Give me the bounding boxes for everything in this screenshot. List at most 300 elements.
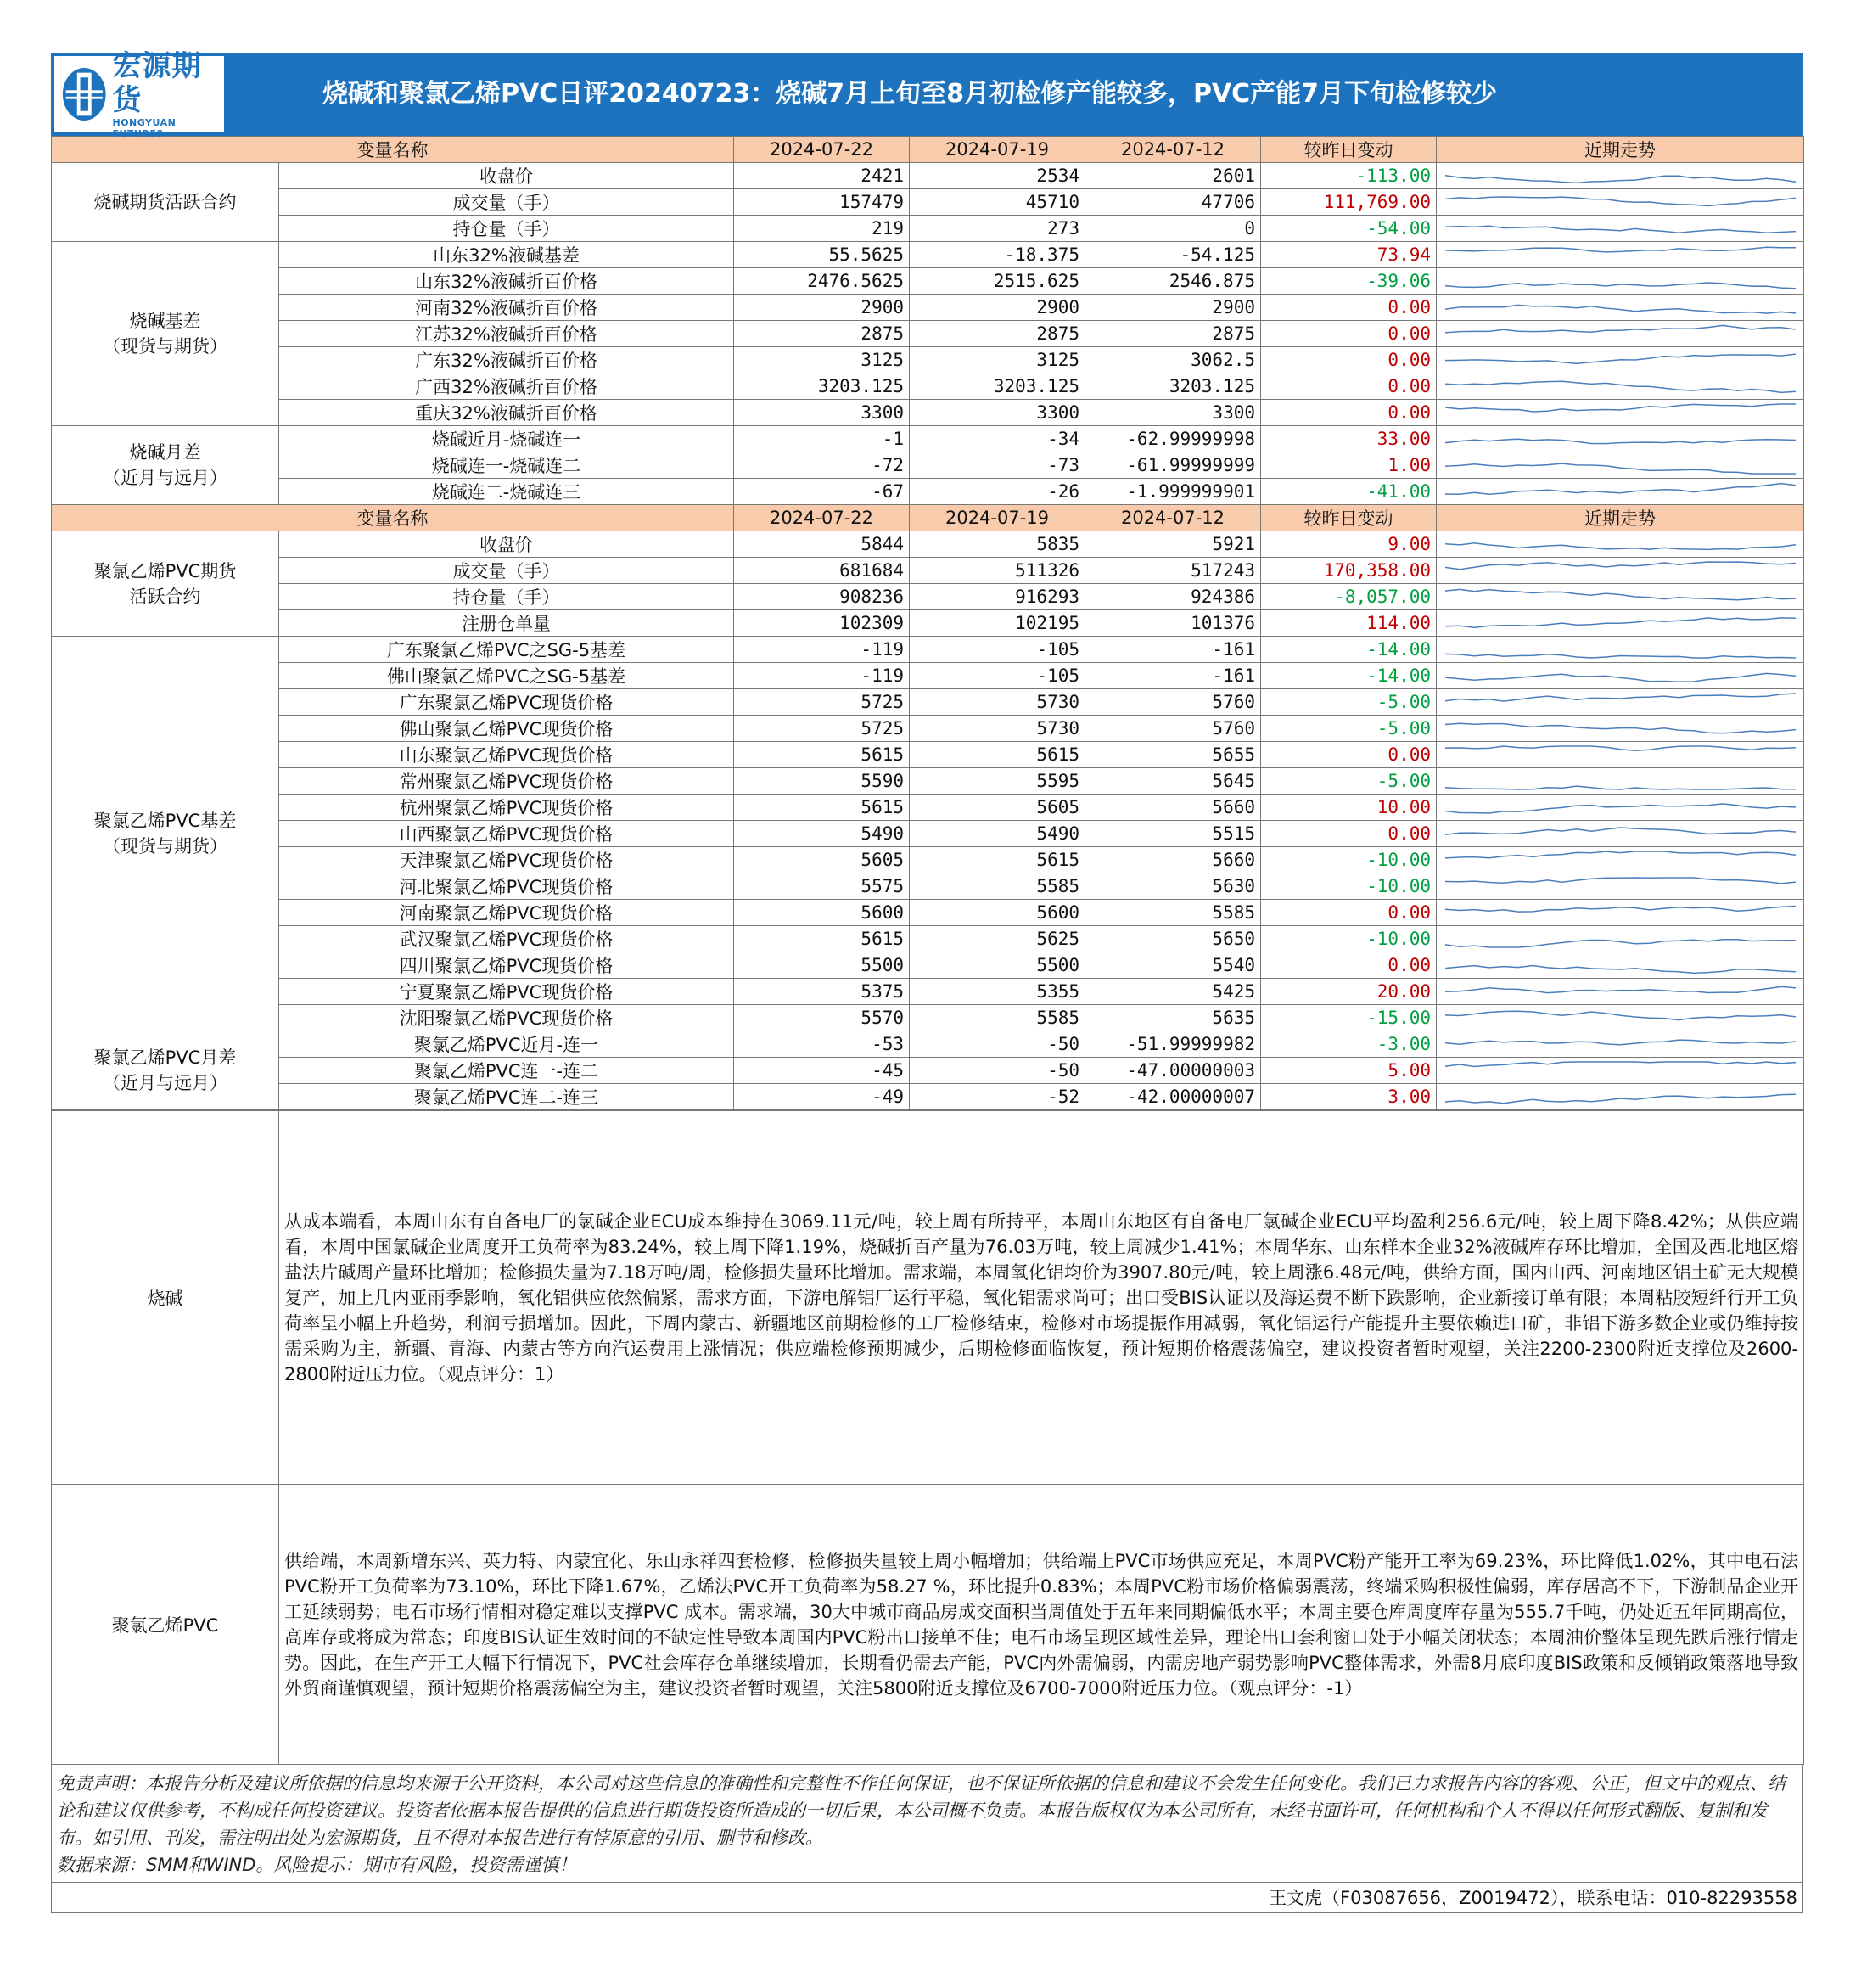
recent-trend-sparkline <box>1437 584 1804 610</box>
table-row <box>52 558 1804 584</box>
variable-name: 佛山聚氯乙烯PVC之SG-5基差 <box>279 663 734 689</box>
table-row <box>52 347 1804 373</box>
value-2024-07-12: 3300 <box>1085 400 1261 426</box>
recent-trend-sparkline <box>1437 637 1804 663</box>
recent-trend-sparkline <box>1437 479 1804 505</box>
value-2024-07-12: 5921 <box>1085 531 1261 558</box>
col-header-variable: 变量名称 <box>52 137 734 163</box>
commentary-table <box>51 1110 1804 1765</box>
column-header-row <box>52 505 1804 531</box>
daily-change: 5.00 <box>1261 1058 1437 1084</box>
sparkline-icon <box>1437 1005 1804 1031</box>
value-2024-07-22: -49 <box>734 1084 910 1110</box>
recent-trend-sparkline <box>1437 795 1804 821</box>
recent-trend-sparkline <box>1437 452 1804 479</box>
table-row <box>52 610 1804 637</box>
daily-change: -5.00 <box>1261 716 1437 742</box>
table-row <box>52 952 1804 979</box>
daily-change: 3.00 <box>1261 1084 1437 1110</box>
group-label <box>52 637 279 1031</box>
sparkline-icon <box>1437 242 1804 267</box>
table-row <box>52 637 1804 663</box>
table-row <box>52 716 1804 742</box>
value-2024-07-22: 5570 <box>734 1005 910 1031</box>
daily-change: 0.00 <box>1261 295 1437 321</box>
col-header-1: 2024-07-22 <box>734 137 910 163</box>
value-2024-07-22: 5725 <box>734 716 910 742</box>
variable-name: 山西聚氯乙烯PVC现货价格 <box>279 821 734 847</box>
value-2024-07-19: -50 <box>910 1058 1085 1084</box>
value-2024-07-12: -42.00000007 <box>1085 1084 1261 1110</box>
value-2024-07-19: 916293 <box>910 584 1085 610</box>
value-2024-07-12: -62.99999998 <box>1085 426 1261 452</box>
recent-trend-sparkline <box>1437 242 1804 268</box>
recent-trend-sparkline <box>1437 979 1804 1005</box>
value-2024-07-19: -105 <box>910 637 1085 663</box>
caustic-soda-table-body <box>52 137 1804 505</box>
variable-name: 佛山聚氯乙烯PVC现货价格 <box>279 716 734 742</box>
recent-trend-sparkline <box>1437 952 1804 979</box>
group-label <box>52 426 279 505</box>
disclaimer-block <box>51 1765 1803 1883</box>
value-2024-07-19: 5585 <box>910 1005 1085 1031</box>
group-label-line: 活跃合约 <box>129 586 201 607</box>
variable-name: 重庆32%液碱折百价格 <box>279 400 734 426</box>
value-2024-07-12: 3062.5 <box>1085 347 1261 373</box>
variable-name: 收盘价 <box>279 531 734 558</box>
pvc-table-body <box>52 505 1804 1110</box>
table-row <box>52 689 1804 716</box>
sparkline-icon <box>1437 400 1804 425</box>
daily-change: 170,358.00 <box>1261 558 1437 584</box>
variable-name: 山东32%液碱折百价格 <box>279 268 734 295</box>
value-2024-07-22: 5590 <box>734 768 910 795</box>
sparkline-icon <box>1437 742 1804 767</box>
col-header-5: 近期走势 <box>1437 137 1804 163</box>
recent-trend-sparkline <box>1437 400 1804 426</box>
value-2024-07-22: 102309 <box>734 610 910 637</box>
value-2024-07-12: 2900 <box>1085 295 1261 321</box>
value-2024-07-22: 2875 <box>734 321 910 347</box>
value-2024-07-12: -161 <box>1085 637 1261 663</box>
value-2024-07-12: 2601 <box>1085 163 1261 189</box>
group-label-line: 聚氯乙烯PVC月差 <box>93 1047 237 1068</box>
recent-trend-sparkline <box>1437 716 1804 742</box>
recent-trend-sparkline <box>1437 295 1804 321</box>
col-header-2: 2024-07-19 <box>910 505 1085 531</box>
value-2024-07-22: 5490 <box>734 821 910 847</box>
value-2024-07-12: 5760 <box>1085 689 1261 716</box>
sparkline-icon <box>1437 637 1804 662</box>
daily-change: 0.00 <box>1261 900 1437 926</box>
value-2024-07-22: 5500 <box>734 952 910 979</box>
data-table <box>51 136 1804 1110</box>
value-2024-07-12: 517243 <box>1085 558 1261 584</box>
recent-trend-sparkline <box>1437 689 1804 716</box>
value-2024-07-12: -1.999999901 <box>1085 479 1261 505</box>
value-2024-07-19: 5730 <box>910 689 1085 716</box>
sparkline-icon <box>1437 979 1804 1004</box>
value-2024-07-19: 2534 <box>910 163 1085 189</box>
sparkline-icon <box>1437 847 1804 873</box>
group-label-line: （近月与远月） <box>103 1073 227 1093</box>
recent-trend-sparkline <box>1437 1058 1804 1084</box>
variable-name: 江苏32%液碱折百价格 <box>279 321 734 347</box>
variable-name: 杭州聚氯乙烯PVC现货价格 <box>279 795 734 821</box>
table-row <box>52 452 1804 479</box>
variable-name: 河南聚氯乙烯PVC现货价格 <box>279 900 734 926</box>
col-header-3: 2024-07-12 <box>1085 137 1261 163</box>
variable-name: 烧碱近月-烧碱连一 <box>279 426 734 452</box>
value-2024-07-12: -47.00000003 <box>1085 1058 1261 1084</box>
logo-english-name: HONGYUAN FUTURES <box>112 117 177 139</box>
table-row <box>52 900 1804 926</box>
value-2024-07-12: -54.125 <box>1085 242 1261 268</box>
daily-change: -10.00 <box>1261 873 1437 900</box>
group-label-line: （近月与远月） <box>103 468 227 488</box>
value-2024-07-22: -53 <box>734 1031 910 1058</box>
value-2024-07-19: 3125 <box>910 347 1085 373</box>
col-header-4: 较昨日变动 <box>1261 137 1437 163</box>
value-2024-07-19: 273 <box>910 216 1085 242</box>
daily-change: -14.00 <box>1261 637 1437 663</box>
daily-change: -3.00 <box>1261 1031 1437 1058</box>
daily-change: 20.00 <box>1261 979 1437 1005</box>
daily-change: -41.00 <box>1261 479 1437 505</box>
company-logo <box>54 49 224 139</box>
recent-trend-sparkline <box>1437 373 1804 400</box>
value-2024-07-19: 5355 <box>910 979 1085 1005</box>
value-2024-07-12: -61.99999999 <box>1085 452 1261 479</box>
hongyuan-logo-icon <box>61 65 107 124</box>
table-row <box>52 295 1804 321</box>
table-row <box>52 1058 1804 1084</box>
value-2024-07-22: 2476.5625 <box>734 268 910 295</box>
value-2024-07-12: 5645 <box>1085 768 1261 795</box>
variable-name: 持仓量（手） <box>279 216 734 242</box>
sparkline-icon <box>1437 295 1804 320</box>
group-label-line: （现货与期货） <box>103 836 227 856</box>
daily-change: 0.00 <box>1261 742 1437 768</box>
sparkline-icon <box>1437 584 1804 609</box>
recent-trend-sparkline <box>1437 189 1804 216</box>
table-row <box>52 768 1804 795</box>
value-2024-07-22: 3125 <box>734 347 910 373</box>
recent-trend-sparkline <box>1437 426 1804 452</box>
value-2024-07-22: 5615 <box>734 795 910 821</box>
disclaimer-text: 免责声明：本报告分析及建议所依据的信息均来源于公开资料，本公司对这些信息的准确性和完整性不作任何保证，也不保证所依据的信息和建议不会发生任何变化。我们已力求报告内容的客观、公正，但文中的观点、结论和建议仅供参考，不构成任何投资建议。投资者依据本报告提供的信息进行期货投资所造成的一切后果，本公司概不负责。本报告版权仅为本公司所有，未经书面许可，任何机构和个人不得以任何形式翻版、复制和发布。如引用、刊发，需注明出处为宏源期货，且不得对本报告进行有悖原意的引用、删节和修改。 <box>57 1773 1786 1848</box>
daily-change: -5.00 <box>1261 689 1437 716</box>
sparkline-icon <box>1437 795 1804 820</box>
sparkline-icon <box>1437 531 1804 557</box>
variable-name: 山东聚氯乙烯PVC现货价格 <box>279 742 734 768</box>
daily-change: 0.00 <box>1261 400 1437 426</box>
recent-trend-sparkline <box>1437 163 1804 189</box>
table-row <box>52 1031 1804 1058</box>
report-header <box>51 49 1803 139</box>
variable-name: 烧碱连二-烧碱连三 <box>279 479 734 505</box>
col-header-2: 2024-07-19 <box>910 137 1085 163</box>
value-2024-07-22: 5615 <box>734 926 910 952</box>
variable-name: 聚氯乙烯PVC连一-连二 <box>279 1058 734 1084</box>
daily-change: 33.00 <box>1261 426 1437 452</box>
variable-name: 广东聚氯乙烯PVC之SG-5基差 <box>279 637 734 663</box>
value-2024-07-12: -51.99999982 <box>1085 1031 1261 1058</box>
daily-change: 10.00 <box>1261 795 1437 821</box>
value-2024-07-12: 5655 <box>1085 742 1261 768</box>
sparkline-icon <box>1437 821 1804 846</box>
table-row <box>52 242 1804 268</box>
value-2024-07-19: 5600 <box>910 900 1085 926</box>
value-2024-07-19: 3203.125 <box>910 373 1085 400</box>
caustic-commentary-label: 烧碱 <box>52 1111 279 1485</box>
recent-trend-sparkline <box>1437 610 1804 637</box>
value-2024-07-12: 5660 <box>1085 847 1261 873</box>
table-row <box>52 321 1804 347</box>
value-2024-07-19: -50 <box>910 1031 1085 1058</box>
value-2024-07-19: 2515.625 <box>910 268 1085 295</box>
table-row <box>52 189 1804 216</box>
value-2024-07-19: -26 <box>910 479 1085 505</box>
sparkline-icon <box>1437 1058 1804 1083</box>
group-label-line: 烧碱月差 <box>129 442 201 463</box>
table-row <box>52 479 1804 505</box>
value-2024-07-22: 157479 <box>734 189 910 216</box>
group-label-line: 烧碱期货活跃合约 <box>93 192 237 212</box>
report-sheet <box>51 49 1803 1913</box>
group-label-line: 聚氯乙烯PVC基差 <box>93 811 237 831</box>
variable-name: 宁夏聚氯乙烯PVC现货价格 <box>279 979 734 1005</box>
daily-change: -14.00 <box>1261 663 1437 689</box>
sparkline-icon <box>1437 216 1804 241</box>
analyst-contact: 王文虎（F03087656，Z0019472），联系电话：010-82293558 <box>51 1883 1803 1913</box>
value-2024-07-12: 5425 <box>1085 979 1261 1005</box>
value-2024-07-22: -119 <box>734 637 910 663</box>
daily-change: 111,769.00 <box>1261 189 1437 216</box>
value-2024-07-19: 2900 <box>910 295 1085 321</box>
daily-change: -39.06 <box>1261 268 1437 295</box>
sparkline-icon <box>1437 768 1804 794</box>
value-2024-07-12: 101376 <box>1085 610 1261 637</box>
value-2024-07-19: -18.375 <box>910 242 1085 268</box>
value-2024-07-19: 5490 <box>910 821 1085 847</box>
recent-trend-sparkline <box>1437 1005 1804 1031</box>
value-2024-07-19: 5500 <box>910 952 1085 979</box>
logo-chinese-name: 宏源期货 <box>112 49 202 117</box>
value-2024-07-12: 2546.875 <box>1085 268 1261 295</box>
col-header-3: 2024-07-12 <box>1085 505 1261 531</box>
group-label-line: 烧碱基差 <box>129 311 201 331</box>
recent-trend-sparkline <box>1437 531 1804 558</box>
value-2024-07-22: 5375 <box>734 979 910 1005</box>
pvc-commentary-label: 聚氯乙烯PVC <box>52 1485 279 1765</box>
col-header-variable: 变量名称 <box>52 505 734 531</box>
value-2024-07-22: -45 <box>734 1058 910 1084</box>
group-label <box>52 163 279 242</box>
variable-name: 河南32%液碱折百价格 <box>279 295 734 321</box>
table-row <box>52 400 1804 426</box>
value-2024-07-19: 5585 <box>910 873 1085 900</box>
value-2024-07-22: 55.5625 <box>734 242 910 268</box>
table-row <box>52 873 1804 900</box>
value-2024-07-19: -73 <box>910 452 1085 479</box>
value-2024-07-12: 5630 <box>1085 873 1261 900</box>
variable-name: 沈阳聚氯乙烯PVC现货价格 <box>279 1005 734 1031</box>
value-2024-07-22: 5725 <box>734 689 910 716</box>
sparkline-icon <box>1437 268 1804 294</box>
value-2024-07-12: 47706 <box>1085 189 1261 216</box>
table-row <box>52 742 1804 768</box>
recent-trend-sparkline <box>1437 558 1804 584</box>
daily-change: -10.00 <box>1261 926 1437 952</box>
sparkline-icon <box>1437 321 1804 346</box>
col-header-1: 2024-07-22 <box>734 505 910 531</box>
daily-change: 1.00 <box>1261 452 1437 479</box>
daily-change: 9.00 <box>1261 531 1437 558</box>
recent-trend-sparkline <box>1437 1084 1804 1110</box>
value-2024-07-22: 3300 <box>734 400 910 426</box>
table-row <box>52 795 1804 821</box>
value-2024-07-19: 45710 <box>910 189 1085 216</box>
variable-name: 烧碱连一-烧碱连二 <box>279 452 734 479</box>
daily-change: 0.00 <box>1261 952 1437 979</box>
group-label-line: 聚氯乙烯PVC期货 <box>93 560 237 581</box>
column-header-row <box>52 137 1804 163</box>
daily-change: 0.00 <box>1261 821 1437 847</box>
value-2024-07-12: 5515 <box>1085 821 1261 847</box>
value-2024-07-12: 5650 <box>1085 926 1261 952</box>
table-row <box>52 163 1804 189</box>
value-2024-07-22: 908236 <box>734 584 910 610</box>
sparkline-icon <box>1437 689 1804 715</box>
daily-change: 0.00 <box>1261 321 1437 347</box>
recent-trend-sparkline <box>1437 926 1804 952</box>
sparkline-icon <box>1437 610 1804 636</box>
sparkline-icon <box>1437 373 1804 399</box>
variable-name: 成交量（手） <box>279 558 734 584</box>
value-2024-07-19: 5625 <box>910 926 1085 952</box>
variable-name: 天津聚氯乙烯PVC现货价格 <box>279 847 734 873</box>
value-2024-07-19: -34 <box>910 426 1085 452</box>
group-label <box>52 531 279 637</box>
value-2024-07-12: 3203.125 <box>1085 373 1261 400</box>
recent-trend-sparkline <box>1437 742 1804 768</box>
data-source-text: 数据来源：SMM和WIND。风险提示：期市有风险，投资需谨慎！ <box>57 1855 577 1875</box>
variable-name: 广东32%液碱折百价格 <box>279 347 734 373</box>
table-row <box>52 584 1804 610</box>
sparkline-icon <box>1437 663 1804 688</box>
table-row <box>52 926 1804 952</box>
group-label-line: （现货与期货） <box>103 336 227 357</box>
caustic-commentary-text: 从成本端看，本周山东有自备电厂的氯碱企业ECU成本维持在3069.11元/吨，较上周有所持平，本周山东地区有自备电厂氯碱企业ECU平均盈利256.6元/吨，较上周下降8.42%；从供应端看，本周中国氯碱企业周度开工负荷率为83.24%，较上周下降1.19%，烧碱折百产量为76.03万吨，较上周减少1.41%；本周华东、山东样本企业32%液碱库存环比增加，全国及西北地区熔盐法片碱周产量环比增加；检修损失量为7.18万吨/周，检修损失量环比增加。需求端，本周氧化铝均价为3907.80元/吨，较上周涨6.48元/吨，供给方面，国内山西、河南地区铝土矿无大规模复产，加上几内亚雨季影响，氧化铝供应依然偏紧，需求方面，下游电解铝厂运行平稳，氧化铝需求尚可；出口受BIS认证以及海运费不断下跌影响，企业新接订单有限；本周粘胶短纤行开工负荷率呈小幅上升趋势，利润亏损增加。因此，下周内蒙古、新疆地区前期检修的工厂检修结束，检修对市场提振作用减弱，氧化铝运行产能提升主要依赖进口矿，非铝下游多数企业或仍维持按需采购为主，新疆、青海、内蒙古等方向汽运费用上涨情况；供应端检修预期减少，后期检修面临恢复，预计短期价格震荡偏空，建议投资者暂时观望，关注2200-2300附近支撑位及2600-2800附近压力位。（观点评分：1） <box>279 1111 1804 1485</box>
value-2024-07-12: 5585 <box>1085 900 1261 926</box>
sparkline-icon <box>1437 1031 1804 1057</box>
value-2024-07-22: 2421 <box>734 163 910 189</box>
table-row <box>52 531 1804 558</box>
value-2024-07-22: 5575 <box>734 873 910 900</box>
sparkline-icon <box>1437 479 1804 504</box>
value-2024-07-22: 219 <box>734 216 910 242</box>
value-2024-07-22: 681684 <box>734 558 910 584</box>
sparkline-icon <box>1437 716 1804 741</box>
value-2024-07-19: 102195 <box>910 610 1085 637</box>
value-2024-07-22: -67 <box>734 479 910 505</box>
pvc-commentary-text: 供给端，本周新增东兴、英力特、内蒙宜化、乐山永祥四套检修，检修损失量较上周小幅增加；供给端上PVC市场供应充足，本周PVC粉产能开工率为69.23%，环比降低1.02%，其中电石法PVC粉开工负荷率为73.10%，环比下降1.67%，乙烯法PVC开工负荷率为58.27 %，环比提升0.83%；本周PVC粉市场价格偏弱震荡，终端采购积极性偏弱，库存居高不下，下游制品企业开工延续弱势；电石市场行情相对稳定难以支撑PVC 成本。需求端，30大中城市商品房成交面积当周值处于五年来同期偏低水平；本周主要仓库周度库存量为555.7千吨，仍处近五年同期高位，高库存或将成为常态；印度BIS认证生效时间的不缺定性导致本周国内PVC粉出口接单不佳；电石市场呈现区域性差异，理论出口套利窗口处于小幅关闭状态；本周油价整体呈现先跌后涨行情走势。因此，在生产开工大幅下行情况下，PVC社会库存仓单继续增加，长期看仍需去产能，PVC内外需偏弱，内需房地产弱势影响PVC整体需求，外需8月底印度BIS政策和反倾销政策落地导致外贸商谨慎观望，预计短期价格震荡偏空为主，建议投资者暂时观望，关注5800附近支撑位及6700-7000附近压力位。（观点评分：-1） <box>279 1485 1804 1765</box>
daily-change: 114.00 <box>1261 610 1437 637</box>
sparkline-icon <box>1437 189 1804 215</box>
variable-name: 武汉聚氯乙烯PVC现货价格 <box>279 926 734 952</box>
value-2024-07-22: 5600 <box>734 900 910 926</box>
sparkline-icon <box>1437 873 1804 899</box>
daily-change: -5.00 <box>1261 768 1437 795</box>
variable-name: 聚氯乙烯PVC近月-连一 <box>279 1031 734 1058</box>
value-2024-07-22: 2900 <box>734 295 910 321</box>
value-2024-07-19: 5595 <box>910 768 1085 795</box>
daily-change: -10.00 <box>1261 847 1437 873</box>
sparkline-icon <box>1437 900 1804 925</box>
value-2024-07-22: -72 <box>734 452 910 479</box>
table-row <box>52 847 1804 873</box>
table-row <box>52 268 1804 295</box>
variable-name: 常州聚氯乙烯PVC现货价格 <box>279 768 734 795</box>
value-2024-07-12: 924386 <box>1085 584 1261 610</box>
value-2024-07-19: -52 <box>910 1084 1085 1110</box>
value-2024-07-12: 0 <box>1085 216 1261 242</box>
sparkline-icon <box>1437 926 1804 952</box>
table-row <box>52 979 1804 1005</box>
value-2024-07-19: 5730 <box>910 716 1085 742</box>
value-2024-07-12: 5540 <box>1085 952 1261 979</box>
table-row <box>52 216 1804 242</box>
table-row <box>52 1084 1804 1110</box>
sparkline-icon <box>1437 163 1804 188</box>
value-2024-07-19: -105 <box>910 663 1085 689</box>
sparkline-icon <box>1437 426 1804 452</box>
daily-change: -15.00 <box>1261 1005 1437 1031</box>
sparkline-icon <box>1437 952 1804 978</box>
value-2024-07-22: 3203.125 <box>734 373 910 400</box>
value-2024-07-19: 2875 <box>910 321 1085 347</box>
value-2024-07-12: 5635 <box>1085 1005 1261 1031</box>
value-2024-07-12: 5660 <box>1085 795 1261 821</box>
sparkline-icon <box>1437 1084 1804 1109</box>
recent-trend-sparkline <box>1437 268 1804 295</box>
variable-name: 持仓量（手） <box>279 584 734 610</box>
value-2024-07-22: 5615 <box>734 742 910 768</box>
report-title: 烧碱和聚氯乙烯PVC日评20240723：烧碱7月上旬至8月初检修产能较多，PVC产能7月下旬检修较少 <box>322 79 1498 109</box>
variable-name: 山东32%液碱基差 <box>279 242 734 268</box>
table-row <box>52 821 1804 847</box>
value-2024-07-22: -1 <box>734 426 910 452</box>
value-2024-07-22: 5605 <box>734 847 910 873</box>
daily-change: 73.94 <box>1261 242 1437 268</box>
recent-trend-sparkline <box>1437 321 1804 347</box>
recent-trend-sparkline <box>1437 847 1804 873</box>
value-2024-07-19: 511326 <box>910 558 1085 584</box>
col-header-5: 近期走势 <box>1437 505 1804 531</box>
recent-trend-sparkline <box>1437 821 1804 847</box>
daily-change: -113.00 <box>1261 163 1437 189</box>
variable-name: 广东聚氯乙烯PVC现货价格 <box>279 689 734 716</box>
sparkline-icon <box>1437 452 1804 478</box>
variable-name: 广西32%液碱折百价格 <box>279 373 734 400</box>
table-row <box>52 426 1804 452</box>
recent-trend-sparkline <box>1437 216 1804 242</box>
sparkline-icon <box>1437 558 1804 583</box>
value-2024-07-19: 5615 <box>910 742 1085 768</box>
recent-trend-sparkline <box>1437 347 1804 373</box>
daily-change: 0.00 <box>1261 373 1437 400</box>
